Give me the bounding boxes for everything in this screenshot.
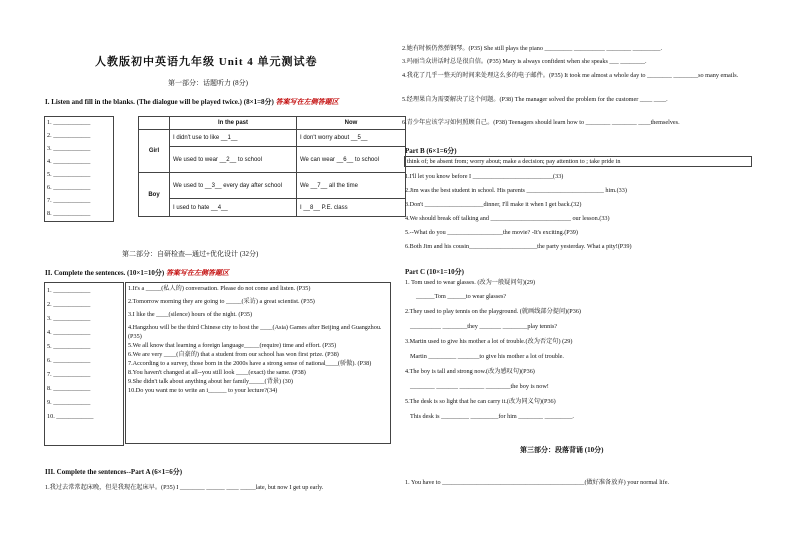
sentence-box xyxy=(125,282,391,444)
part1-heading: 第一部分：话题听力 (8分) xyxy=(168,79,248,87)
part-c-item: __________ ________they _______ ________play tennis? xyxy=(410,323,558,330)
part3-heading: 第三部分：段落背诵 (10分) xyxy=(520,446,604,454)
part-a-item-6: 6.青少年应该学习如何照顾自己。(P38) Teenagers should learn how to ________ ________ ____themselves. xyxy=(402,119,680,126)
listening-table xyxy=(138,116,406,217)
answer-blank[interactable]: 1. ____________ xyxy=(47,287,91,294)
row-boy: Boy xyxy=(139,173,170,217)
part-b-item: 1.I'll let you know before I __________________________(33) xyxy=(405,173,564,180)
part-b-item: 6.Both Jim and his cousin______________________the party yesterday. What a pity!(P39) xyxy=(405,243,632,250)
cell: We can wear __6__ to school xyxy=(297,147,406,173)
col-past: In the past xyxy=(170,117,297,130)
cell: I __8__ P.E. class xyxy=(297,199,406,217)
sentence-item: 7.According to a survey, those born in the 2000s have a strong sense of national____(骄傲). (P38) xyxy=(128,360,372,367)
part1-instruction xyxy=(45,97,339,107)
table-corner xyxy=(139,117,170,130)
part-b-item: 4.We should break off talking and __________________________ our lesson.(33) xyxy=(405,215,610,222)
sentence-item: 6.We are very ____(自豪的) that a student from our school has won first prize. (P38) xyxy=(128,351,339,358)
answer-blank[interactable]: 1. ____________ xyxy=(47,119,91,126)
answer-blank[interactable]: 7. ____________ xyxy=(47,371,91,378)
part-c-item: 3.Martin used to give his mother a lot of trouble.(改为否定句) (29) xyxy=(405,338,573,345)
answer-blank[interactable]: 8. ____________ xyxy=(47,385,91,392)
part-b-item: 3.Don't ___________________dinner, I'll make it when I get back.(32) xyxy=(405,201,582,208)
answer-blank[interactable]: 4. ____________ xyxy=(47,158,91,165)
part1-instruction-text: I. Listen and fill in the blanks. (The dialogue will be played twice.) (8×1=8分) xyxy=(45,98,274,106)
part-c-item: ________ _______ ________ ________the boy is now! xyxy=(410,383,549,390)
sentence-item: 1.It's a _____(私人的) conversation. Please do not come and listen. (P35) xyxy=(128,285,311,292)
sentence-item: 5.We all know that learning a foreign language_____(require) time and effort. (P35) xyxy=(128,342,337,349)
part2-heading: 第二部分：自研检查—通过+优化设计 (32分) xyxy=(122,250,259,258)
sentence-item: 10.Do you want me to write an i______ to your lecture?(34) xyxy=(128,387,278,394)
part-a-item-5: 5.经理果自为需要解决了这个问题。(P38) The manager solved the problem for the customer ____ ____. xyxy=(402,96,668,103)
sentence-item: 8.You haven't changed at all--you still look ____(exact) the same. (P38) xyxy=(128,369,306,376)
part2-instruction xyxy=(45,268,229,278)
part-a-item-2: 2.她有时候仍然弹钢琴。(P35) She still plays the piano _________ __________ ________ _________. xyxy=(402,45,663,52)
sentence-item: 2.Tomorrow morning they are going to _____(采访) a great scientist. (P35) xyxy=(128,298,315,305)
part1-note: 答案写在左侧答题区 xyxy=(275,98,339,106)
answer-blank[interactable]: 2. ____________ xyxy=(47,301,91,308)
part3-a1: 1.我过去常常起床晚，但是我现在起床早。(P35) I ________ ______ ____ _____late, but now I get up early. xyxy=(45,484,324,491)
sentence-item: 3.I like the ____(silence) hours of the night. (P35) xyxy=(128,311,253,318)
answer-blank[interactable]: 3. ____________ xyxy=(47,315,91,322)
answer-box-2 xyxy=(44,282,124,446)
cell: I used to hate __4__ xyxy=(170,199,297,217)
sentence-item: 4.Hangzhou will be the third Chinese city to host the ____(Asia) Games after Beijing and Guangzhou. (P35) xyxy=(128,324,382,340)
answer-blank[interactable]: 8. ____________ xyxy=(47,210,91,217)
part-a-item-4: 4.我花了几乎一整天的时间来处理这么多的电子邮件。(P35) It took me almost a whole day to ________ ________so many emails. xyxy=(402,72,739,79)
col-now: Now xyxy=(297,117,406,130)
part-c-item: 1. Tom used to wear glasses. (改为一般疑问句)(29) xyxy=(405,279,536,286)
part-c-item: Martin _________ _______to give his mother a lot of trouble. xyxy=(410,353,564,360)
answer-blank[interactable]: 3. ____________ xyxy=(47,145,91,152)
cell: We used to __3__ every day after school xyxy=(170,173,297,199)
answer-blank[interactable]: 4. ____________ xyxy=(47,329,91,336)
part-c-item: 5.The desk is so light that he can carry it.(改为同义句)(P36) xyxy=(405,398,556,405)
answer-blank[interactable]: 7. ____________ xyxy=(47,197,91,204)
answer-blank[interactable]: 2. ____________ xyxy=(47,132,91,139)
answer-blank[interactable]: 5. ____________ xyxy=(47,343,91,350)
cell: I didn't use to like __1__ xyxy=(170,130,297,147)
row-girl: Girl xyxy=(139,130,170,173)
part-c-item: 4.The boy is tall and strong now.(改为感叹句)(P36) xyxy=(405,368,535,375)
cell: I don't worry about __5__ xyxy=(297,130,406,147)
part-a-item-3: 3.玛丽当众讲话时总是很自信。(P35) Mary is always confident when she speaks ___ ________. xyxy=(402,58,647,65)
answer-box-1 xyxy=(44,116,114,222)
part-c-item: This desk is _________ _________for him ________ _________. xyxy=(410,413,574,420)
part2-note: 答案写在左侧答题区 xyxy=(165,269,229,277)
cell: We __7__ all the time xyxy=(297,173,406,199)
part-c-item: 2.They used to play tennis on the playground. (就画线部分提问)(P36) xyxy=(405,308,581,315)
sentence-item: 9.She didn't talk about anything about her family_____(背景) (30) xyxy=(128,378,293,385)
answer-blank[interactable]: 10. ____________ xyxy=(47,413,94,420)
answer-blank[interactable]: 6. ____________ xyxy=(47,357,91,364)
part2-instruction-text: II. Complete the sentences. (10×1=10分) xyxy=(45,269,165,277)
recite-item: 1. You have to ______________________________________________(做好准备放弃) your normal life. xyxy=(405,479,669,486)
word-bank: think of; be absent from; worry about; make a decision; pay attention to ; take pride in xyxy=(404,156,752,167)
part3-instruction: III. Complete the sentences--Part A (6×1=6分) xyxy=(45,468,183,476)
answer-blank[interactable]: 6. ____________ xyxy=(47,184,91,191)
part-b-item: 2.Jim was the best student in school. His parents _________________________ him.(33) xyxy=(405,187,627,194)
answer-blank[interactable]: 5. ____________ xyxy=(47,171,91,178)
answer-blank[interactable]: 9. ____________ xyxy=(47,399,91,406)
part-b-item: 5.--What do you __________________the movie? -It's exciting.(P39) xyxy=(405,229,578,236)
cell: We used to wear __2__ to school xyxy=(170,147,297,173)
part-b-heading: Part B (6×1=6分) xyxy=(405,147,457,155)
part-c-item: ______Tom ______to wear glasses? xyxy=(416,293,507,300)
part-c-heading: Part C (10×1=10分) xyxy=(405,268,464,276)
page-title: 人教版初中英语九年级 Unit 4 单元测试卷 xyxy=(95,56,318,68)
